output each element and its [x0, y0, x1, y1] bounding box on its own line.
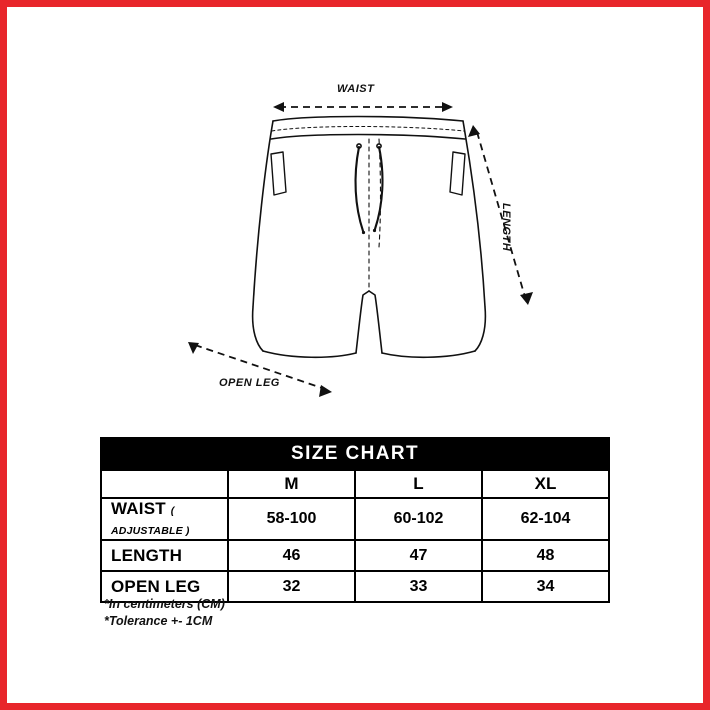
table-row [101, 540, 609, 571]
shorts-illustration [7, 7, 703, 427]
note-units: *In centimeters (CM) [104, 597, 225, 611]
waist-dimension-label: WAIST [337, 83, 375, 95]
measurement-notes [104, 596, 225, 630]
size-chart-table [100, 437, 610, 603]
cell-open-leg-l: 33 [355, 571, 482, 602]
row-label-waist-text: WAIST [111, 499, 166, 518]
cell-length-m: 46 [228, 540, 355, 571]
column-header-l: L [355, 470, 482, 498]
size-chart-title: SIZE CHART [101, 438, 609, 470]
cell-open-leg-xl: 34 [482, 571, 609, 602]
waist-dimension-arrow [273, 102, 453, 112]
table-row [101, 498, 609, 540]
cell-length-xl: 48 [482, 540, 609, 571]
cell-waist-l: 60-102 [355, 498, 482, 540]
cell-length-l: 47 [355, 540, 482, 571]
table-header-row [101, 470, 609, 498]
note-tolerance: *Tolerance +- 1CM [104, 613, 213, 628]
row-label-waist-note: ( ADJUSTABLE ) [111, 505, 190, 537]
column-header-m: M [228, 470, 355, 498]
length-dimension-label: LENGTH [500, 203, 512, 252]
cell-waist-xl: 62-104 [482, 498, 609, 540]
row-label-length [101, 540, 228, 571]
size-chart-table-wrapper [100, 437, 610, 603]
table-title-row [101, 438, 609, 470]
cell-open-leg-m: 32 [228, 571, 355, 602]
cell-waist-m: 58-100 [228, 498, 355, 540]
row-label-waist [101, 498, 228, 540]
row-label-open-leg-text: OPEN LEG [111, 576, 201, 596]
open-leg-dimension-label: OPEN LEG [219, 377, 280, 389]
header-corner-cell [101, 470, 228, 498]
column-header-xl: XL [482, 470, 609, 498]
row-label-length-text: LENGTH [111, 545, 183, 565]
shorts-drawing-svg [7, 7, 703, 427]
